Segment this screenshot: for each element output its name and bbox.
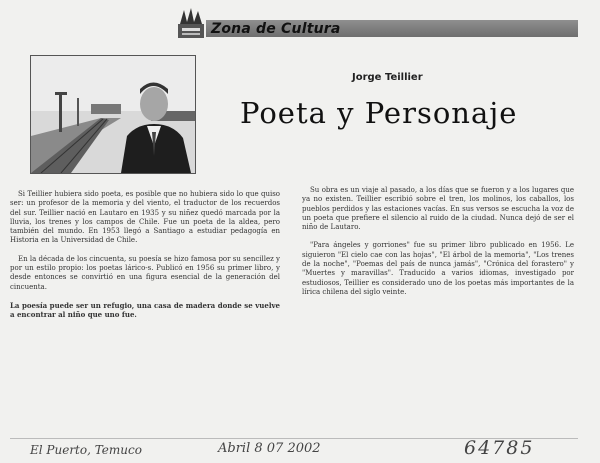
paragraph: Si Teillier hubiera sido poeta, es posible que no hubiera sido lo que quiso ser: un profesor de la memoria y del viento, el traductor de los recuerdos del sur. Teillier nació en Lautaro en 1935 y su niñez quedó marcada por la lluvia, los trenes y los campos de Chile. Fue un poeta de la aldea, pero también del mundo. En 1953 llegó a Santiago a estudiar pedagogía en Historia en la Universidad de Chile. xyxy=(10,190,280,245)
paragraph: En la década de los cincuenta, su poesía se hizo famosa por su sencillez y por un estilo propio: los poetas lárico-s. Publicó en 1956 su primer libro, y desde entonces se convirtió en una figura esencial de la generación del cincuenta. xyxy=(10,254,280,291)
paragraph: La poesía puede ser un refugio, una casa de madera donde se vuelve a encontrar al niño que uno fue. xyxy=(10,300,280,320)
section-title: Zona de Cultura xyxy=(211,21,341,37)
author-name: Jorge Teillier xyxy=(352,72,423,83)
author-photo xyxy=(30,55,196,174)
hands-book-logo-icon xyxy=(176,6,206,42)
body-column-right xyxy=(302,186,574,306)
body-column-left xyxy=(10,190,280,329)
paragraph: "Para ángeles y gorriones" fue su primer libro publicado en 1956. Le siguieron "El cielo cae con las hojas", "El árbol de la memoria", "Los trenes de la noche", "Poemas del país de nunca jamás", "Crónica del forastero" y "Muertes y maravillas". Traducido a varios idiomas, investigado por estudiosos, Teillier es considerado uno de los poetas más importantes de la lírica chilena del siglo veinte. xyxy=(302,241,574,296)
handwritten-date: Abril 8 07 2002 xyxy=(218,441,321,456)
handwritten-catalog-number: 64785 xyxy=(464,437,535,459)
article-title: Poeta y Personaje xyxy=(240,96,518,130)
paragraph: Su obra es un viaje al pasado, a los días que se fueron y a los lugares que ya no existen. Teillier escribió sobre el tren, los molinos, los caballos, los pueblos perdidos y las estaciones vacías. En sus versos se escucha la voz de un poeta que prefiere el silencio al ruido de la ciudad. Nunca dejó de ser el niño de Lautaro. xyxy=(302,186,574,232)
handwritten-source: El Puerto, Temuco xyxy=(30,443,142,457)
